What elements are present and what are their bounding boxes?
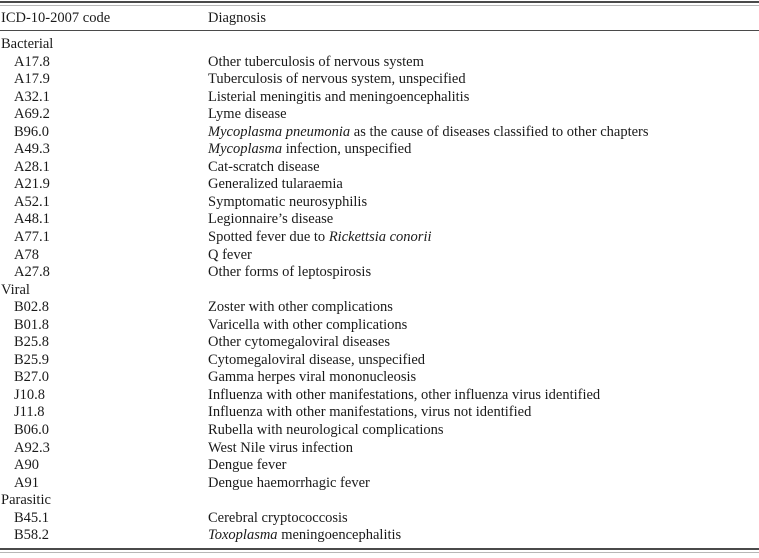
cell-diagnosis: Rubella with neurological complications xyxy=(208,422,444,439)
cell-icd-code: A77.1 xyxy=(14,229,50,246)
scientific-name: Mycoplasma pneumonia xyxy=(208,123,351,140)
table-body xyxy=(0,36,759,545)
scientific-name: Toxoplasma xyxy=(208,527,278,544)
cell-diagnosis: Spotted fever due to Rickettsia conorii xyxy=(208,229,432,246)
table-row xyxy=(0,387,759,405)
cell-icd-code: A78 xyxy=(14,246,39,263)
cell-diagnosis: Other tuberculosis of nervous system xyxy=(208,53,424,70)
cell-icd-code: B06.0 xyxy=(14,422,50,439)
table-row xyxy=(0,369,759,387)
cell-diagnosis: Cerebral cryptococcosis xyxy=(208,509,348,526)
table-bottom-rule-thick xyxy=(0,548,759,550)
table-section-header xyxy=(0,492,759,510)
table-row xyxy=(0,141,759,159)
cell-icd-code: B25.9 xyxy=(14,351,50,368)
table-row xyxy=(0,211,759,229)
table-row xyxy=(0,54,759,72)
cell-diagnosis: Symptomatic neurosyphilis xyxy=(208,193,368,210)
cell-icd-code: A21.9 xyxy=(14,176,50,193)
cell-icd-code: A92.3 xyxy=(14,439,50,456)
table-row xyxy=(0,510,759,528)
cell-icd-code: B25.8 xyxy=(14,334,50,351)
cell-icd-code: B96.0 xyxy=(14,123,50,140)
cell-icd-code: J11.8 xyxy=(14,404,45,421)
table-row xyxy=(0,124,759,142)
table-row xyxy=(0,106,759,124)
table-section-header xyxy=(0,282,759,300)
table-header-row xyxy=(0,9,759,29)
cell-diagnosis: Tuberculosis of nervous system, unspecified xyxy=(208,71,466,88)
table-row xyxy=(0,440,759,458)
table-row xyxy=(0,317,759,335)
table-section-header xyxy=(0,36,759,54)
table-row xyxy=(0,176,759,194)
cell-icd-code: A52.1 xyxy=(14,193,50,210)
table-top-rule-thin xyxy=(0,5,759,6)
section-label: Parasitic xyxy=(1,492,51,509)
table-row xyxy=(0,71,759,89)
table-row xyxy=(0,247,759,265)
cell-diagnosis: Lyme disease xyxy=(208,106,287,123)
cell-diagnosis: Dengue haemorrhagic fever xyxy=(208,474,370,491)
cell-icd-code: A48.1 xyxy=(14,211,50,228)
section-label: Bacterial xyxy=(1,36,54,52)
cell-diagnosis: Influenza with other manifestations, virus not identified xyxy=(208,404,532,421)
cell-diagnosis: Cytomegaloviral disease, unspecified xyxy=(208,351,426,368)
table-bottom-rule-thin xyxy=(0,552,759,553)
cell-icd-code: A27.8 xyxy=(14,264,50,281)
table-header-rule xyxy=(0,30,759,31)
table-row xyxy=(0,264,759,282)
cell-diagnosis: Other forms of leptospirosis xyxy=(208,264,372,281)
cell-diagnosis: Gamma herpes viral mononucleosis xyxy=(208,369,417,386)
cell-icd-code: B27.0 xyxy=(14,369,50,386)
table-row xyxy=(0,159,759,177)
table-row xyxy=(0,299,759,317)
cell-icd-code: B45.1 xyxy=(14,509,50,526)
cell-diagnosis: West Nile virus infection xyxy=(208,439,354,456)
cell-diagnosis: Mycoplasma pneumonia as the cause of diseases classified to other chapters xyxy=(208,123,649,140)
column-header-code: ICD-10-2007 code xyxy=(1,10,111,26)
scientific-name: Mycoplasma xyxy=(208,141,283,158)
cell-diagnosis: Other cytomegaloviral diseases xyxy=(208,334,390,351)
cell-icd-code: B01.8 xyxy=(14,316,50,333)
table-row xyxy=(0,527,759,545)
table-row xyxy=(0,457,759,475)
table-row xyxy=(0,89,759,107)
cell-icd-code: A90 xyxy=(14,457,39,474)
table-row xyxy=(0,352,759,370)
cell-diagnosis: Influenza with other manifestations, other influenza virus identified xyxy=(208,386,601,403)
table-row xyxy=(0,194,759,212)
cell-icd-code: A91 xyxy=(14,474,39,491)
scientific-name: Rickettsia conorii xyxy=(328,229,432,246)
table-row xyxy=(0,475,759,493)
cell-icd-code: B58.2 xyxy=(14,527,50,544)
section-label: Viral xyxy=(1,281,30,298)
table-row xyxy=(0,334,759,352)
cell-diagnosis: Varicella with other complications xyxy=(208,316,408,333)
cell-diagnosis: Listerial meningitis and meningoencephalitis xyxy=(208,88,470,105)
table-top-rule-thick xyxy=(0,1,759,3)
cell-diagnosis: Zoster with other complications xyxy=(208,299,393,316)
table-row xyxy=(0,404,759,422)
cell-icd-code: A69.2 xyxy=(14,106,50,123)
cell-icd-code: A28.1 xyxy=(14,158,50,175)
cell-diagnosis: Legionnaire’s disease xyxy=(208,211,334,228)
cell-diagnosis: Q fever xyxy=(208,246,252,263)
cell-icd-code: A17.8 xyxy=(14,53,50,70)
table-row xyxy=(0,229,759,247)
table-row xyxy=(0,422,759,440)
cell-diagnosis: Cat-scratch disease xyxy=(208,158,320,175)
cell-icd-code: A49.3 xyxy=(14,141,50,158)
cell-icd-code: A32.1 xyxy=(14,88,50,105)
cell-icd-code: B02.8 xyxy=(14,299,50,316)
cell-diagnosis: Toxoplasma meningoencephalitis xyxy=(208,527,402,544)
cell-diagnosis: Mycoplasma infection, unspecified xyxy=(208,141,412,158)
cell-icd-code: A17.9 xyxy=(14,71,50,88)
cell-diagnosis: Dengue fever xyxy=(208,457,287,474)
column-header-diagnosis: Diagnosis xyxy=(208,10,266,26)
cell-diagnosis: Generalized tularaemia xyxy=(208,176,343,193)
cell-icd-code: J10.8 xyxy=(14,386,46,403)
